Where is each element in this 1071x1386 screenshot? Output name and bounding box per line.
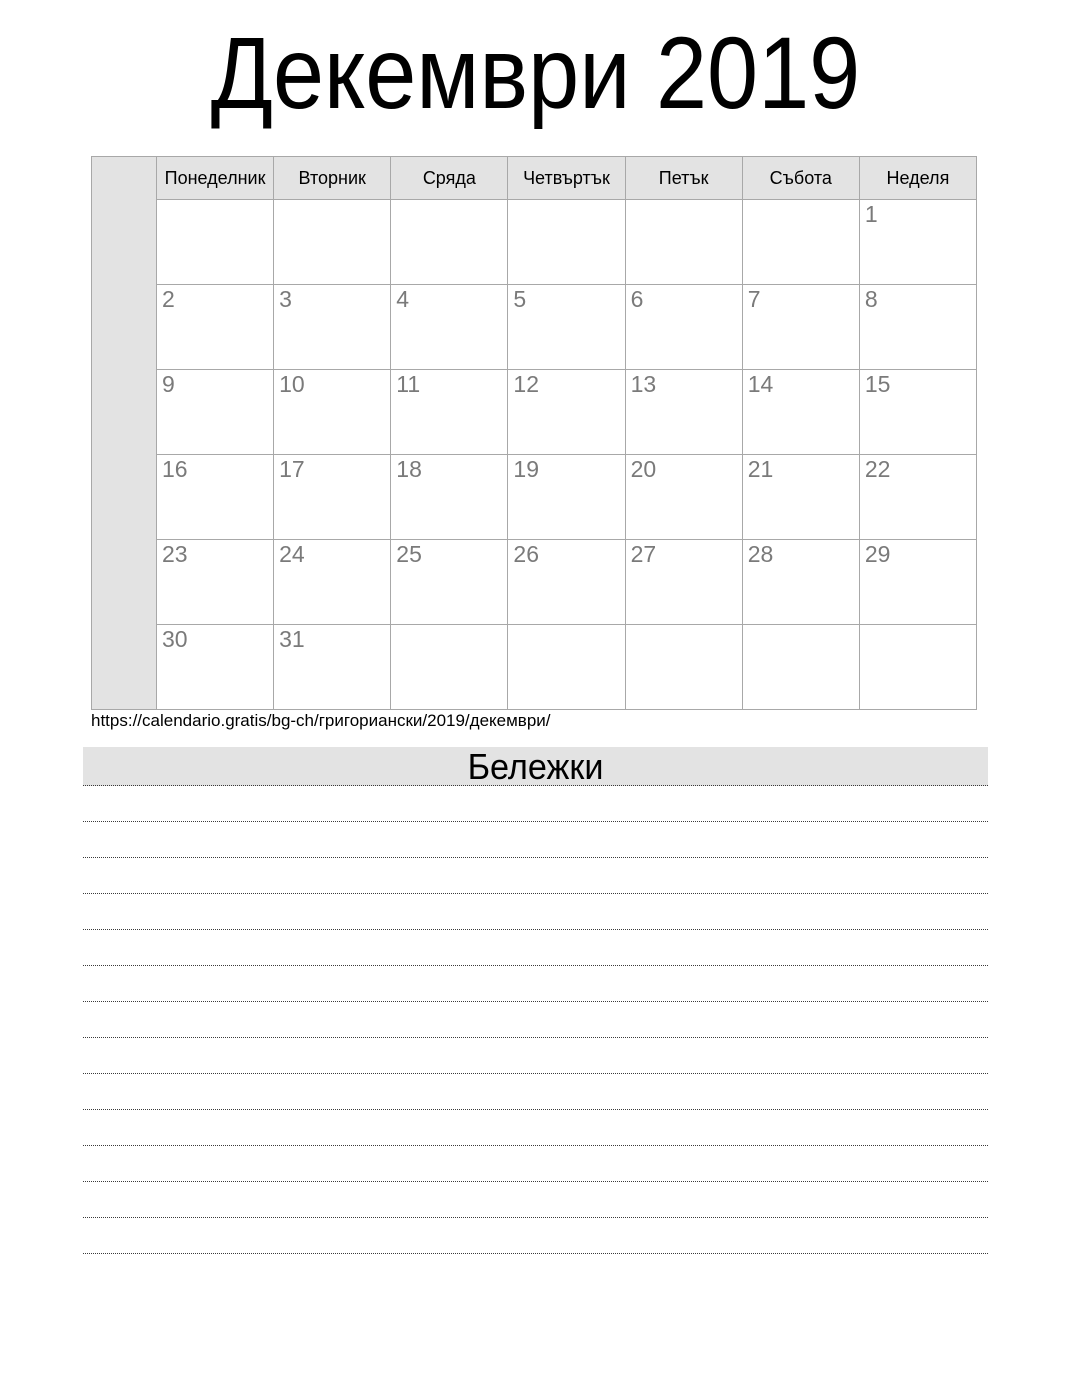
calendar-day-cell: 11 <box>391 370 508 455</box>
calendar-day-cell: 27 <box>625 540 742 625</box>
calendar-empty-cell <box>742 625 859 710</box>
note-line <box>83 1002 988 1038</box>
calendar-day-cell: 4 <box>391 285 508 370</box>
notes-lines <box>83 786 988 1254</box>
calendar-left-gutter <box>92 157 157 710</box>
calendar-day-cell: 25 <box>391 540 508 625</box>
weekday-header-thursday: Четвъртък <box>508 157 625 200</box>
calendar-day-cell: 28 <box>742 540 859 625</box>
weekday-header-sunday: Неделя <box>859 157 976 200</box>
calendar-day-cell: 15 <box>859 370 976 455</box>
note-line <box>83 1182 988 1218</box>
calendar-day-cell: 19 <box>508 455 625 540</box>
note-line <box>83 1218 988 1254</box>
calendar-day-cell: 21 <box>742 455 859 540</box>
note-line <box>83 858 988 894</box>
calendar-day-cell: 31 <box>274 625 391 710</box>
calendar-day-cell: 1 <box>859 200 976 285</box>
calendar-day-cell: 22 <box>859 455 976 540</box>
notes-header <box>83 747 988 786</box>
weekday-header-friday: Петък <box>625 157 742 200</box>
calendar-day-cell: 20 <box>625 455 742 540</box>
calendar-day-cell: 7 <box>742 285 859 370</box>
calendar-day-cell: 2 <box>157 285 274 370</box>
calendar-day-cell: 3 <box>274 285 391 370</box>
calendar-week-row <box>92 285 977 370</box>
calendar-day-cell: 24 <box>274 540 391 625</box>
calendar-empty-cell <box>625 625 742 710</box>
calendar-day-cell: 16 <box>157 455 274 540</box>
weekday-header-saturday: Събота <box>742 157 859 200</box>
calendar-empty-cell <box>391 625 508 710</box>
calendar-day-cell: 9 <box>157 370 274 455</box>
calendar-empty-cell <box>274 200 391 285</box>
calendar-empty-cell <box>508 625 625 710</box>
calendar-week-row <box>92 625 977 710</box>
note-line <box>83 966 988 1002</box>
note-line <box>83 930 988 966</box>
calendar-day-cell: 8 <box>859 285 976 370</box>
note-line <box>83 1110 988 1146</box>
note-line <box>83 894 988 930</box>
calendar-header-row <box>92 157 977 200</box>
note-line <box>83 1038 988 1074</box>
weekday-header-monday: Понеделник <box>157 157 274 200</box>
note-line <box>83 822 988 858</box>
calendar-empty-cell <box>157 200 274 285</box>
calendar-day-cell: 23 <box>157 540 274 625</box>
calendar-body <box>92 157 977 710</box>
calendar-empty-cell <box>391 200 508 285</box>
calendar-empty-cell <box>859 625 976 710</box>
calendar-day-cell: 6 <box>625 285 742 370</box>
calendar-empty-cell <box>625 200 742 285</box>
page-title: Декември 2019 <box>210 16 861 130</box>
calendar-day-cell: 10 <box>274 370 391 455</box>
calendar-day-cell: 17 <box>274 455 391 540</box>
calendar-day-cell: 30 <box>157 625 274 710</box>
notes-title: Бележки <box>467 746 604 787</box>
note-line <box>83 786 988 822</box>
calendar-week-row <box>92 540 977 625</box>
source-url: https://calendario.gratis/bg-ch/григориански/2019/декември/ <box>91 711 551 730</box>
weekday-header-tuesday: Вторник <box>274 157 391 200</box>
calendar-week-row <box>92 455 977 540</box>
note-line <box>83 1074 988 1110</box>
calendar-week-row <box>92 370 977 455</box>
calendar-day-cell: 26 <box>508 540 625 625</box>
calendar-table <box>91 156 977 710</box>
notes-section <box>83 747 988 1254</box>
calendar-day-cell: 18 <box>391 455 508 540</box>
calendar-day-cell: 29 <box>859 540 976 625</box>
calendar-week-row <box>92 200 977 285</box>
calendar-day-cell: 5 <box>508 285 625 370</box>
calendar-day-cell: 13 <box>625 370 742 455</box>
calendar-day-cell: 12 <box>508 370 625 455</box>
note-line <box>83 1146 988 1182</box>
calendar-empty-cell <box>742 200 859 285</box>
calendar-day-cell: 14 <box>742 370 859 455</box>
calendar-empty-cell <box>508 200 625 285</box>
weekday-header-wednesday: Сряда <box>391 157 508 200</box>
